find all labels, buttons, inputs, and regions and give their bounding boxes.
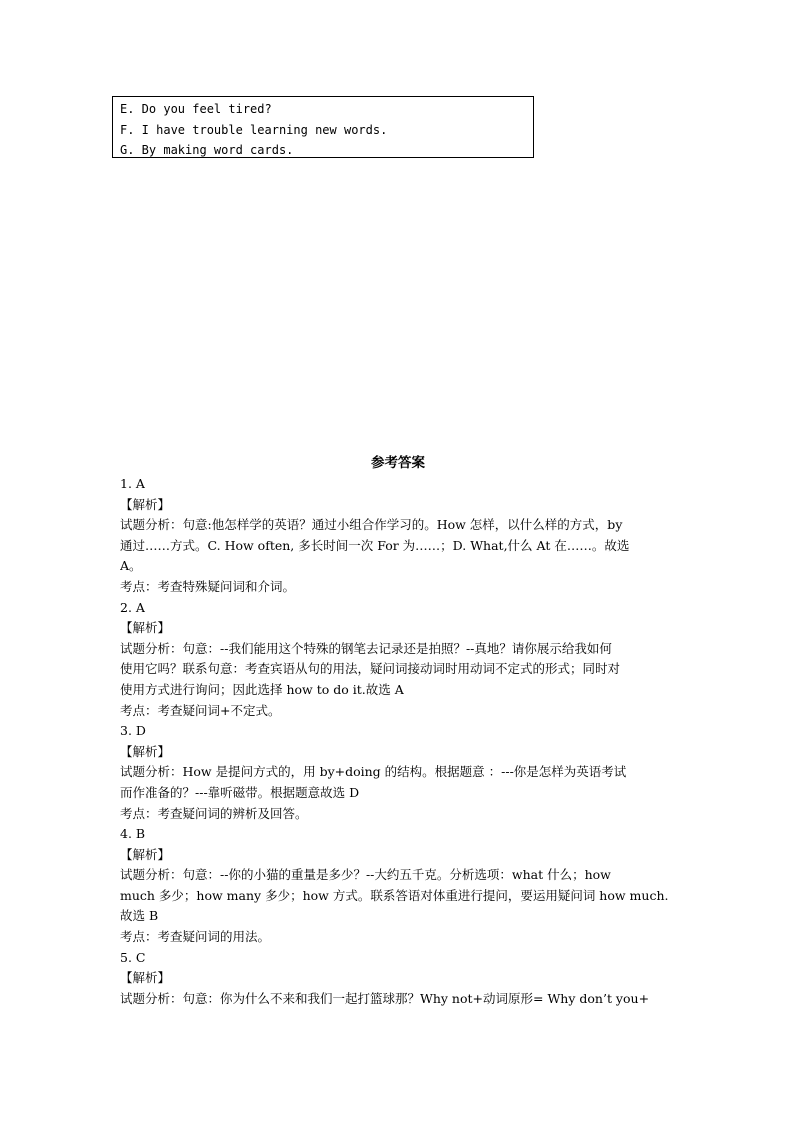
analysis-line: 试题分析：句意：--你的小猫的重量是多少？--大约五千克。分析选项：what 什么；how [120, 867, 611, 883]
analysis-line: much 多少；how many 多少；how 方式。联系答语对体重进行提问，要运用疑问词 how much. [120, 887, 669, 903]
analysis-heading: 【解析】 [120, 743, 171, 759]
answer-number: 1. A [120, 476, 145, 491]
analysis-heading: 【解析】 [120, 846, 171, 862]
analysis-line: 试题分析：句意:他怎样学的英语？通过小组合作学习的。How 怎样，以什么样的方式，by [120, 517, 623, 533]
analysis-heading: 【解析】 [120, 496, 171, 512]
analysis-heading: 【解析】 [120, 970, 171, 986]
analysis-line: 而作准备的？---靠听磁带。根据题意故选 D [120, 784, 360, 800]
analysis-line: 故选 B [120, 908, 159, 924]
answer-title: 参考答案 [371, 455, 425, 471]
analysis-line: 试题分析：How 是提问方式的，用 by+doing 的结构。根据题意 ：---你是怎样为英语考试 [120, 764, 627, 780]
analysis-line: 试题分析：句意：你为什么不来和我们一起打篮球那？Why not+动词原形= Why don’t you+ [120, 990, 650, 1006]
analysis-line: 通过……方式。C. How often, 多长时间一次 For 为……；D. What,什么 At 在……。故选 [120, 537, 630, 553]
analysis-line: 使用方式进行询问；因此选择 how to do it.故选 A [120, 681, 404, 697]
analysis-line: 使用它吗？联系句意：考查宾语从句的用法，疑问词接动词时用动词不定式的形式；同时对 [120, 661, 621, 677]
option-f: F. I have trouble learning new words. [120, 122, 388, 137]
answer-number: 5. C [120, 949, 146, 965]
analysis-line: A。 [120, 558, 142, 574]
answer-number: 3. D [120, 723, 146, 739]
options-box [112, 96, 534, 158]
knowledge-point: 考点：考查疑问词的用法。 [120, 929, 271, 945]
answer-number: 4. B [120, 826, 146, 842]
knowledge-point: 考点：考查疑问词的辨析及回答。 [120, 805, 308, 821]
analysis-line: 试题分析：句意：--我们能用这个特殊的钢笔去记录还是拍照？--真地？请你展示给我如何 [120, 640, 612, 656]
knowledge-point: 考点：考查疑问词+不定式。 [120, 702, 281, 718]
option-g: G. By making word cards. [120, 143, 294, 157]
option-e: E. Do you feel tired? [120, 102, 272, 116]
answer-number: 2. A [120, 599, 145, 615]
knowledge-point: 考点：考查特殊疑问词和介词。 [120, 578, 296, 594]
answer-section [120, 452, 676, 1009]
analysis-heading: 【解析】 [120, 620, 171, 636]
